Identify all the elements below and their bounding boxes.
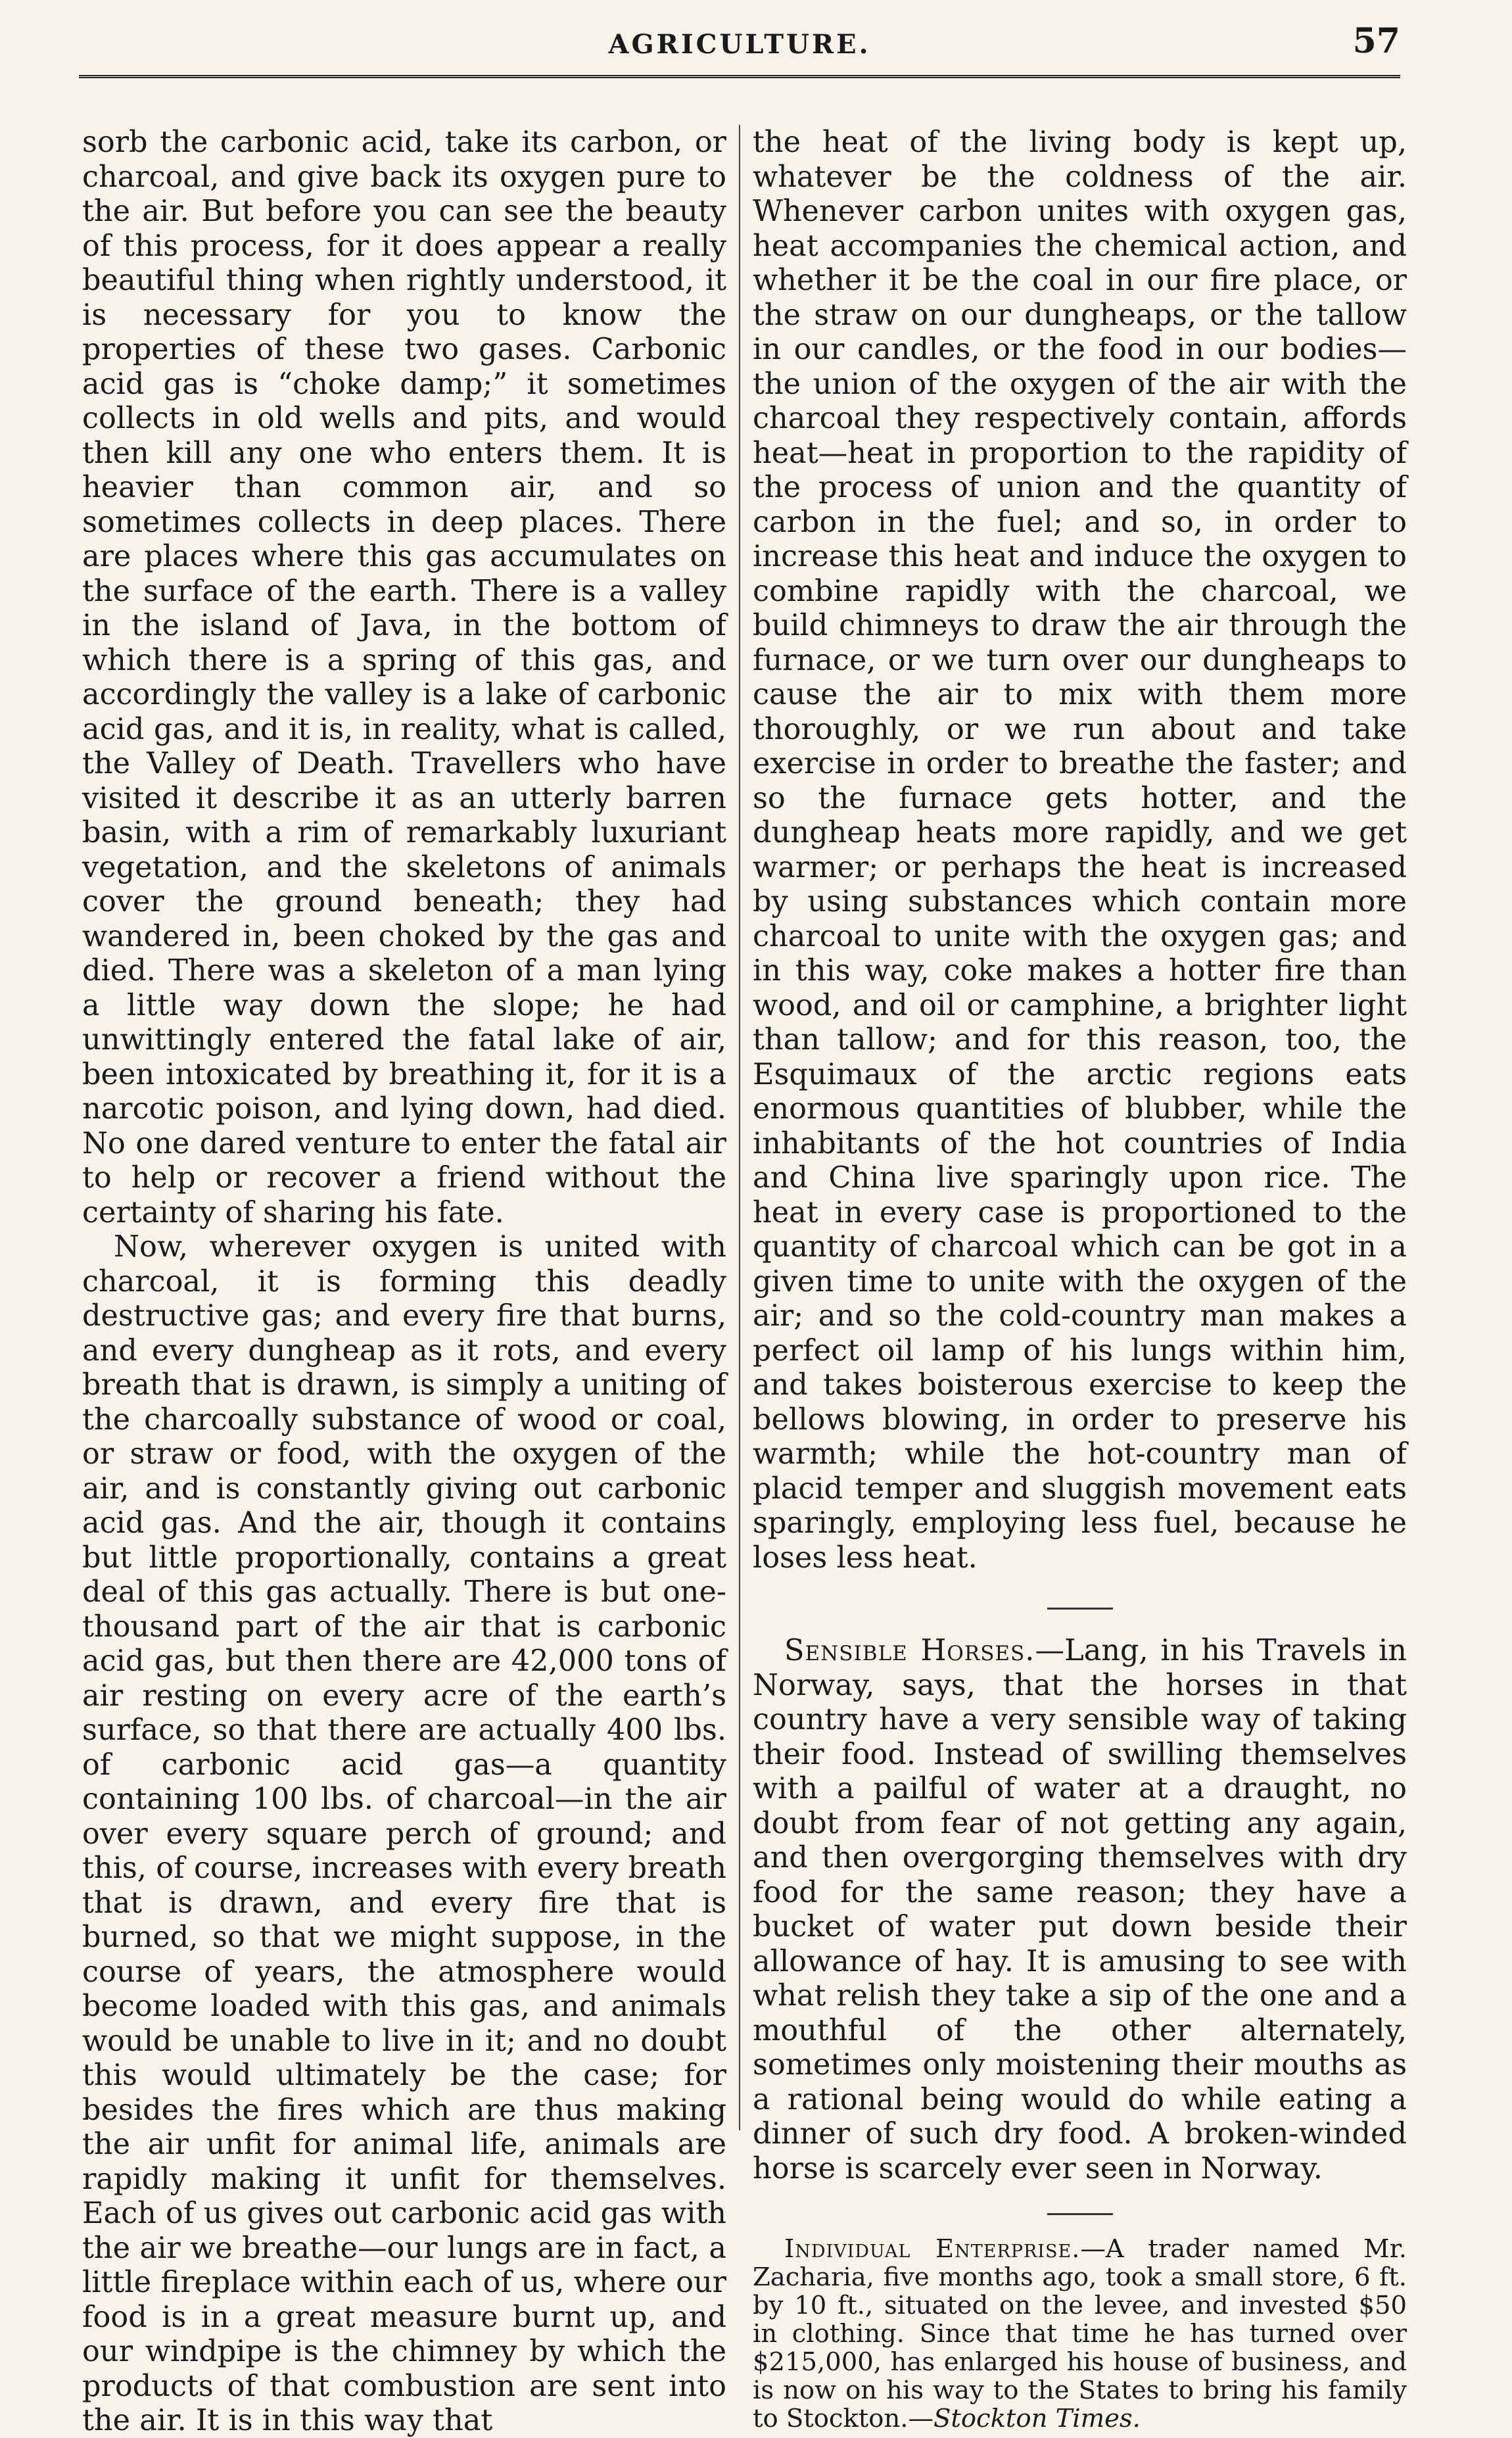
header-rule xyxy=(79,75,1400,78)
article-paragraph: sorb the carbonic acid, take its carbon, or charcoal, and give back its oxygen pure to the air. But before you can see the beauty of this process, for it does appear a really beautiful thing when rightly understood, it is necessary for you to know the properties of these two gases. Carbonic acid gas is “choke damp;” it sometimes collects in old wells and pits, and would then kill any one who enters them. It is heavier than common air, and so sometimes collects in deep places. There are places where this gas accumulates on the surface of the earth. There is a valley in the island of Java, in the bottom of which there is a spring of this gas, and accordingly the valley is a lake of carbonic acid gas, and it is, in reality, what is called, the Valley of Death. Travellers who have visited it describe it as an utterly barren basin, with a rim of remarkably luxuriant vegetation, and the skeletons of animals cover the ground beneath; they had wandered in, been choked by the gas and died. There was a skeleton of a man lying a little way down the slope; he had unwittingly entered the fatal lake of air, been intoxicated by breathing it, for it is a narcotic poison, and lying down, had died. No one dared venture to enter the fatal air to help or recover a friend without the certainty of sharing his fate. xyxy=(82,125,726,1230)
section-divider xyxy=(1047,1608,1113,1610)
news-item-individual-enterprise xyxy=(753,2235,1407,2433)
section-divider xyxy=(1047,2213,1113,2215)
left-column xyxy=(82,125,726,2438)
news-item-sensible-horses xyxy=(753,1633,1407,2186)
article-paragraph: the heat of the living body is kept up, whatever be the coldness of the air. Whenever carbon unites with oxygen gas, heat accompanies the chemical action, and whether it be the coal in our fire place, or the straw on our dungheaps, or the tallow in our candles, or the food in our bodies—the union of the oxygen of the air with the charcoal they respectively contain, affords heat—heat in proportion to the rapidity of the process of union and the quantity of carbon in the fuel; and so, in order to increase this heat and induce the oxygen to combine rapidly with the charcoal, we build chimneys to draw the air through the furnace, or we turn over our dungheaps to cause the air to mix with them more thoroughly, or we run about and take exercise in order to breathe the faster; and so the furnace gets hotter, and the dungheap heats more rapidly, and we get warmer; or perhaps the heat is increased by using substances which contain more charcoal to unite with the oxygen gas; and in this way, coke makes a hotter fire than wood, and oil or camphine, a brighter light than tallow; and for this reason, too, the Esquimaux of the arctic regions eats enormous quantities of blubber, while the inhabitants of the hot countries of India and China live sparingly upon rice. The heat in every case is proportioned to the quantity of charcoal which can be got in a given time to unite with the oxygen of the air; and so the cold-country man makes a perfect oil lamp of his lungs within him, and takes boisterous exercise to keep the bellows blowing, in order to preserve his warmth; while the hot-country man of placid temper and sluggish movement eats sparingly, employing less fuel, because he loses less heat. xyxy=(753,125,1407,1575)
page-number: 57 xyxy=(1352,21,1400,61)
item-heading: Sensible Horses. xyxy=(784,1633,1035,1667)
column-divider xyxy=(739,125,740,2130)
right-column xyxy=(753,125,1407,2433)
running-head xyxy=(79,9,1400,95)
item-heading: Individual Enterprise. xyxy=(784,2234,1081,2264)
item-credit: —Stockton Times. xyxy=(908,2404,1141,2433)
section-title: AGRICULTURE. xyxy=(608,29,871,60)
item-body: —A trader named Mr. Zacharia, five months ago, took a small store, 6 ft. by 10 ft., situated on the levee, and invested $50 in clothing. Since that time he has turned over $215,000, has enlarged his house of business, and is now on his way to the States to bring his family to Stockton. xyxy=(753,2234,1407,2433)
item-body: —Lang, in his Travels in Norway, says, that the horses in that country have a very sensible way of taking their food. Instead of swilling themselves with a pailful of water at a draught, no doubt from fear of not getting any again, and then overgorging themselves with dry food for the same reason; they have a bucket of water put down beside their allowance of hay. It is amusing to see with what relish they take a sip of the one and a mouthful of the other alternately, sometimes only moistening their mouths as a rational being would do while eating a dinner of such dry food. A broken-winded horse is scarcely ever seen in Norway. xyxy=(753,1633,1407,2186)
article-paragraph: Now, wherever oxygen is united with charcoal, it is forming this deadly destructive gas; and every fire that burns, and every dungheap as it rots, and every breath that is drawn, is simply a uniting of the charcoally substance of wood or coal, or straw or food, with the oxygen of the air, and is constantly giving out carbonic acid gas. And the air, though it contains but little proportionally, contains a great deal of this gas actually. There is but one-thousand part of the air that is carbonic acid gas, but then there are 42,000 tons of air resting on every acre of the earth’s surface, so that there are actually 400 lbs. of carbonic acid gas—a quantity containing 100 lbs. of charcoal—in the air over every square perch of ground; and this, of course, increases with every breath that is drawn, and every fire that is burned, so that we might suppose, in the course of years, the atmosphere would become loaded with this gas, and animals would be unable to live in it; and no doubt this would ultimately be the case; for besides the fires which are thus making the air unfit for animal life, animals are rapidly making it unfit for themselves. Each of us gives out carbonic acid gas with the air we breathe—our lungs are in fact, a little fireplace within each of us, where our food is in a great measure burnt up, and our windpipe is the chimney by which the products of that combustion are sent into the air. It is in this way that xyxy=(82,1230,726,2437)
